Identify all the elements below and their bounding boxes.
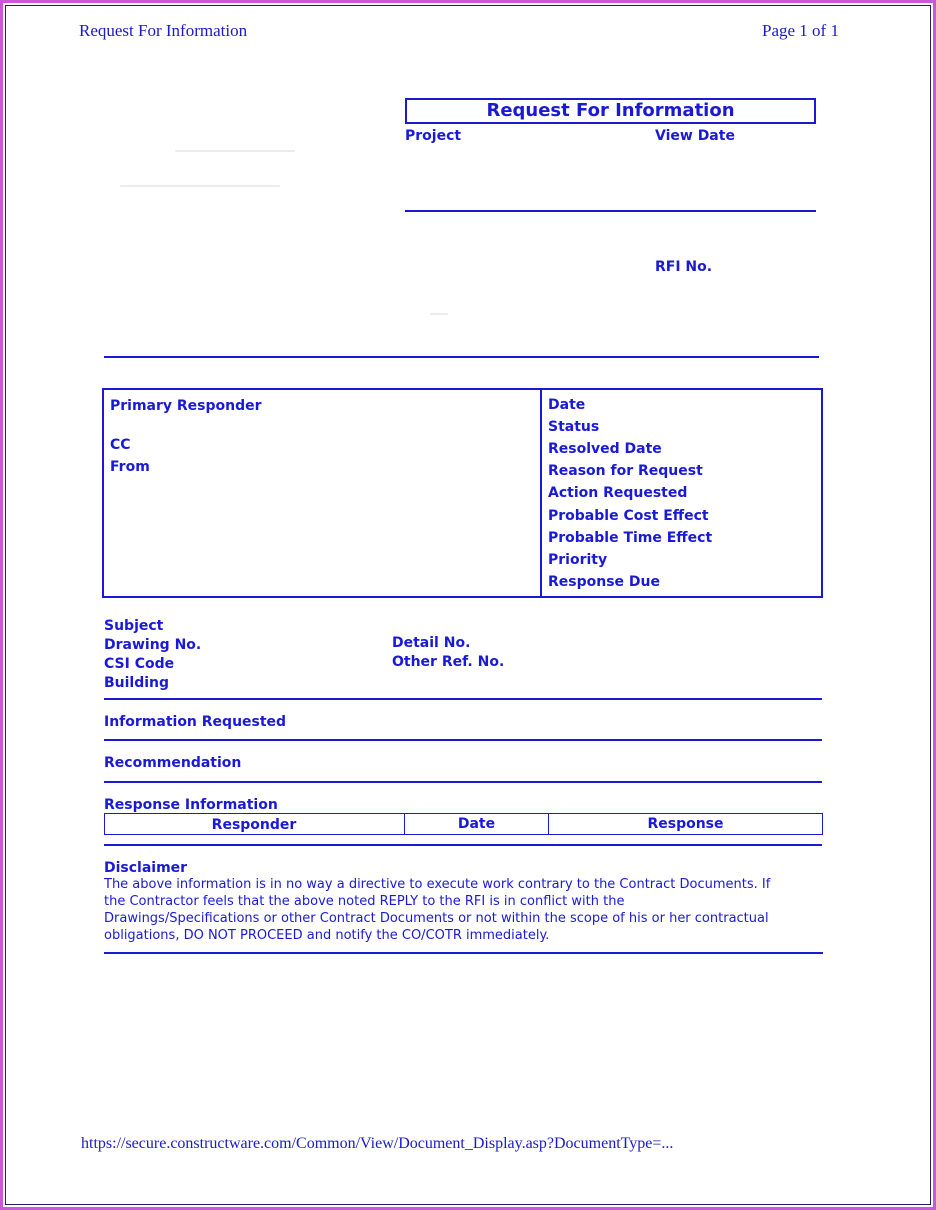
disclaimer-line: obligations, DO NOT PROCEED and notify the CO/COTR immediately. [104, 928, 550, 943]
date-column-header: Date [457, 816, 496, 832]
form-title: Request For Information [486, 100, 735, 121]
date-label: Date [548, 397, 586, 413]
responder-box [102, 388, 823, 598]
divider [104, 844, 822, 846]
detail-no-label: Detail No. [392, 635, 471, 651]
scan-smudge [175, 150, 295, 152]
probable-time-effect-label: Probable Time Effect [548, 530, 713, 546]
response-information-label: Response Information [104, 797, 278, 813]
primary-responder-label: Primary Responder [110, 398, 262, 414]
rfi-no-label: RFI No. [655, 259, 713, 275]
probable-cost-effect-label: Probable Cost Effect [548, 508, 709, 524]
divider [104, 781, 822, 783]
resolved-date-label: Resolved Date [548, 441, 662, 457]
from-label: From [110, 459, 150, 475]
divider [104, 356, 819, 358]
action-requested-label: Action Requested [548, 485, 688, 501]
divider [104, 952, 823, 954]
status-label: Status [548, 419, 600, 435]
subject-label: Subject [104, 618, 164, 634]
drawing-no-label: Drawing No. [104, 637, 202, 653]
project-label: Project [405, 128, 462, 144]
responder-box-divider [540, 388, 542, 598]
information-requested-label: Information Requested [104, 714, 287, 730]
reason-for-request-label: Reason for Request [548, 463, 703, 479]
other-ref-no-label: Other Ref. No. [392, 654, 505, 670]
disclaimer-line: The above information is in no way a directive to execute work contrary to the Contract Documents. If [104, 877, 771, 892]
priority-label: Priority [548, 552, 608, 568]
print-header-title: Request For Information [79, 21, 248, 40]
disclaimer-line: the Contractor feels that the above noted REPLY to the RFI is in conflict with the [104, 894, 625, 909]
divider [405, 210, 816, 212]
response-due-label: Response Due [548, 574, 660, 590]
scan-smudge [430, 313, 448, 315]
view-date-label: View Date [655, 128, 735, 144]
divider [104, 739, 822, 741]
page-indicator: Page 1 of 1 [762, 21, 839, 40]
csi-code-label: CSI Code [104, 656, 175, 672]
scan-smudge [120, 185, 280, 187]
divider [104, 698, 822, 700]
responder-column-header: Responder [211, 817, 297, 833]
footer-url: https://secure.constructware.com/Common/View/Document_Display.asp?DocumentType=... [81, 1135, 674, 1152]
cc-label: CC [110, 437, 131, 453]
building-label: Building [104, 675, 170, 691]
response-column-header: Response [647, 816, 724, 832]
recommendation-label: Recommendation [104, 755, 242, 771]
disclaimer-heading: Disclaimer [104, 860, 188, 876]
disclaimer-line: Drawings/Specifications or other Contract Documents or not within the scope of his or her contractual [104, 911, 769, 926]
